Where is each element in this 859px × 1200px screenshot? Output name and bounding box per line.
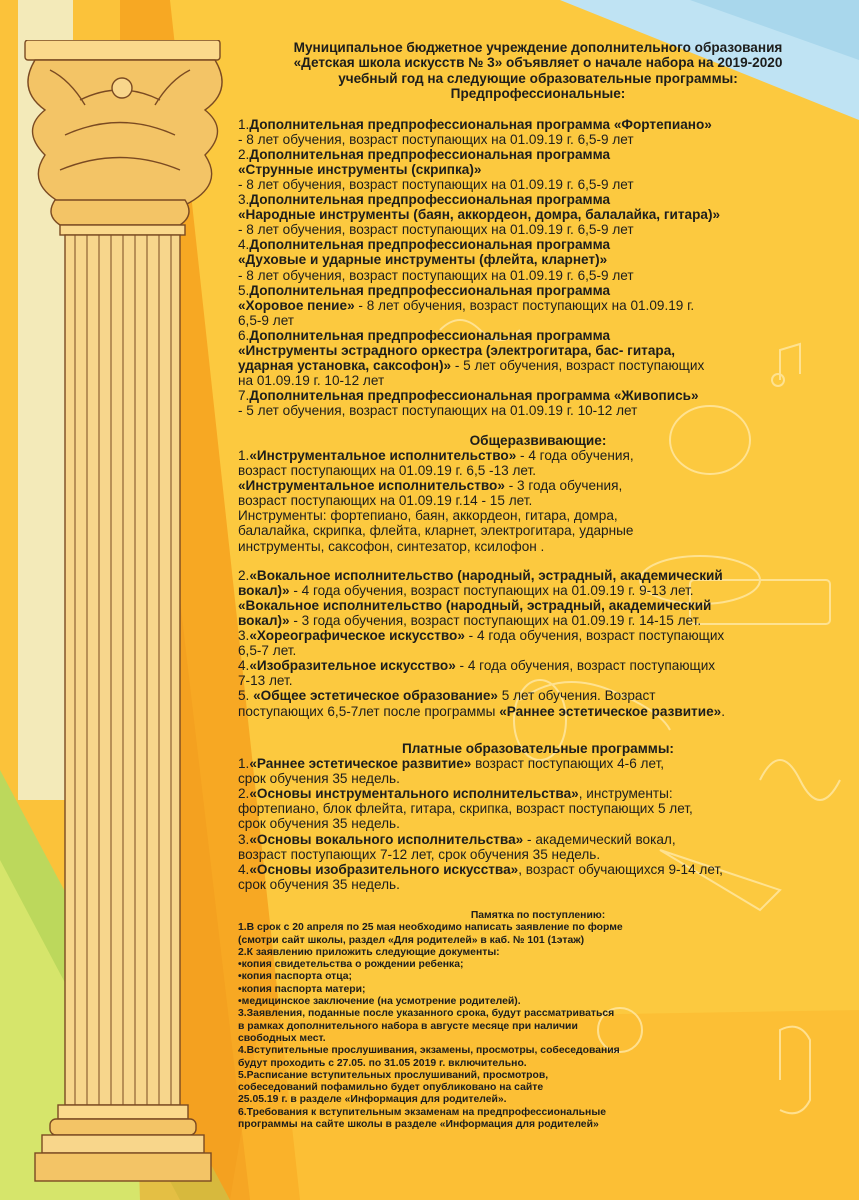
memo-line: •копия свидетельства о рождении ребенка; [238, 959, 464, 971]
bold-text: «Хоровое пение» [238, 297, 355, 313]
bold-text: вокал)» [238, 582, 290, 598]
announcement-heading [238, 40, 838, 102]
bold-text: «Изобразительное искусство» [249, 658, 456, 674]
text-run: 4. [238, 237, 250, 253]
text-run: 2. [238, 786, 250, 802]
bold-text: «Хореографическое искусство» [249, 628, 465, 644]
list-item-detail: срок обучения 35 недель. [238, 816, 400, 832]
text-run: 3. [238, 831, 250, 847]
list-item [238, 756, 838, 771]
memo-line: свободных мест. [238, 1032, 326, 1044]
bold-text: «Вокальное исполнительство (народный, эстрадный, академический [249, 567, 723, 583]
list-item-detail: фортепиано, блок флейта, гитара, скрипка, возраст поступающих 5 лет, [238, 801, 693, 817]
bold-text: Дополнительная предпрофессиональная программа [249, 282, 611, 298]
list-item [238, 568, 838, 583]
text-run: 5. [238, 282, 250, 298]
memo-line: •копия паспорта отца; [238, 971, 353, 983]
bold-text: «Раннее эстетическое развитие» [249, 756, 472, 772]
text-run: 5. [238, 688, 254, 704]
text-run: 3. [238, 628, 250, 644]
bold-text: «Инструментальное исполнительство» [238, 478, 505, 494]
bold-text: вокал)» [238, 612, 290, 628]
heading-line: учебный год на следующие образовательные программы: [338, 70, 738, 86]
text-run: 6. [238, 327, 250, 343]
section-title-paid: Платные образовательные программы: [402, 740, 674, 756]
list-item [238, 192, 838, 207]
text-run: возраст поступающих 4-6 лет, [471, 756, 665, 772]
text-run: 1. [238, 448, 250, 463]
memo-line: 25.05.19 г. в разделе «Информация для родителей». [238, 1094, 507, 1106]
instruments-line: балалайка, скрипка, флейта, кларнет, электрогитара, ударные [238, 523, 634, 539]
bold-text: Дополнительная предпрофессиональная программа [249, 192, 611, 208]
text-run: - 4 года обучения, возраст поступающих [464, 628, 725, 644]
list-item-detail: на 01.09.19 г. 10-12 лет [238, 373, 385, 389]
list-item-title [238, 252, 838, 267]
admission-memo [238, 910, 838, 1131]
section-title-preprofessional: Предпрофессиональные: [450, 86, 626, 102]
text-run: 2. [238, 146, 250, 162]
bold-text: «Инструменты эстрадного оркестра (электрогитара, бас- гитара, [238, 343, 676, 359]
memo-line: в рамках дополнительного набора в августе месяце при наличии [238, 1020, 578, 1032]
list-item-title [238, 343, 838, 358]
bold-text: «Народные инструменты (баян, аккордеон, домра, балалайка, гитара)» [238, 207, 721, 223]
list-item-detail: 6,5-9 лет [238, 312, 295, 328]
bold-text: Дополнительная предпрофессиональная программа [249, 146, 611, 162]
memo-line: программы на сайте школы в разделе «Информация для родителей» [238, 1118, 599, 1130]
text-run: 1. [238, 116, 250, 132]
bold-text: «Инструментальное исполнительство» [249, 448, 517, 463]
text-run: - 4 года обучения, [516, 448, 634, 463]
text-run: 4. [238, 861, 250, 877]
list-item [238, 628, 838, 643]
text-run: 3. [238, 192, 250, 208]
memo-line: собеседований пофамильно будет опубликовано на сайте [238, 1082, 544, 1094]
memo-title: Памятка по поступлению: [470, 909, 606, 921]
bold-text: «Основы вокального исполнительства» [249, 831, 524, 847]
corinthian-column-illustration [20, 40, 225, 1190]
list-item-detail: - 8 лет обучения, возраст поступающих на 01.09.19 г. 6,5-9 лет [238, 131, 634, 147]
bold-text: Дополнительная предпрофессиональная программа «Фортепиано» [249, 116, 712, 132]
bold-text: Дополнительная предпрофессиональная программа [249, 237, 611, 253]
list-item [238, 786, 838, 801]
text-run: - 5 лет обучения, возраст поступающих [451, 358, 705, 374]
text-run: - 8 лет обучения, возраст поступающих на 01.09.19 г. [354, 297, 695, 313]
list-item [238, 117, 838, 132]
text-run: 1. [238, 756, 250, 772]
memo-line: 2.К заявлению приложить следующие документы: [238, 946, 500, 958]
list-item-detail: возраст поступающих на 01.09.19 г. 6,5 -13 лет. [238, 463, 537, 479]
memo-line: будут проходить с 27.05. по 31.05 2019 г. включительно. [238, 1057, 527, 1069]
bold-text: «Общее эстетическое образование» [253, 688, 498, 704]
instruments-line: инструменты, саксофон, синтезатор, ксилофон . [238, 538, 545, 554]
list-item-title [238, 298, 838, 313]
text-run: 4. [238, 658, 250, 674]
list-item-title [238, 207, 838, 222]
memo-line: 4.Вступительные прослушивания, экзамены, просмотры, собеседования [238, 1045, 620, 1057]
list-item-detail: 6,5-7 лет. [238, 643, 297, 659]
text-run: - академический вокал, [523, 831, 676, 847]
list-item-detail [238, 613, 838, 628]
list-item [238, 388, 838, 403]
memo-line: •медицинское заключение (на усмотрение родителей). [238, 996, 521, 1008]
bold-text: «Струнные инструменты (скрипка)» [238, 161, 482, 177]
text-run: , возраст обучающихся 9-14 лет, [518, 861, 723, 877]
list-item [238, 688, 838, 703]
list-item-detail: срок обучения 35 недель. [238, 771, 400, 787]
bold-text: Дополнительная предпрофессиональная программа [249, 327, 611, 343]
text-run: - 3 года обучения, возраст поступающих на 01.09.19 г. 14-15 лет. [289, 612, 702, 628]
text-run: 7. [238, 388, 250, 404]
text-run: . [721, 703, 725, 719]
bold-text: ударная установка, саксофон)» [238, 358, 452, 374]
list-item-detail [238, 583, 838, 598]
text-run: 2. [238, 567, 250, 583]
memo-line: (смотри сайт школы, раздел «Для родителей» в каб. № 101 (1этаж) [238, 934, 585, 946]
list-item-detail: срок обучения 35 недель. [238, 876, 400, 892]
list-item-detail [238, 704, 838, 719]
list-item [238, 448, 838, 463]
bold-text: «Вокальное исполнительство (народный, эстрадный, академический [238, 597, 712, 613]
bold-text: «Раннее эстетическое развитие» [499, 703, 722, 719]
list-item [238, 862, 838, 877]
bold-text: Дополнительная предпрофессиональная программа «Живопись» [249, 388, 699, 404]
list-item [238, 658, 838, 673]
text-run: - 3 года обучения, [504, 478, 623, 494]
text-run: , инструменты: [578, 786, 673, 802]
heading-line: «Детская школа искусств № 3» объявляет о начале набора на 2019-2020 [293, 55, 783, 71]
list-item [238, 598, 838, 613]
memo-line: 6.Требования к вступительным экзаменам на предпрофессиональные [238, 1106, 606, 1118]
memo-line: 5.Расписание вступительных прослушиваний, просмотров, [238, 1069, 549, 1081]
text-run: - 4 года обучения, возраст поступающих на 01.09.19 г. 9-13 лет. [289, 582, 694, 598]
bold-text: «Духовые и ударные инструменты (флейта, кларнет)» [238, 252, 608, 268]
announcement [238, 40, 838, 1131]
memo-line: 3.Заявления, поданные после указанного срока, будут рассматриваться [238, 1008, 615, 1020]
list-item [238, 328, 838, 343]
list-item-detail: - 5 лет обучения, возраст поступающих на 01.09.19 г. 10-12 лет [238, 403, 638, 419]
list-item-detail: - 8 лет обучения, возраст поступающих на 01.09.19 г. 6,5-9 лет [238, 177, 634, 192]
list-item [238, 832, 838, 847]
paid-list [238, 756, 838, 892]
bold-text: «Основы изобразительного искусства» [249, 861, 519, 877]
list-item-detail: возраст поступающих на 01.09.19 г.14 - 15 лет. [238, 493, 533, 509]
list-item-detail: - 8 лет обучения, возраст поступающих на 01.09.19 г. 6,5-9 лет [238, 267, 634, 283]
memo-line: •копия паспорта матери; [238, 983, 366, 995]
bold-text: «Основы инструментального исполнительства» [249, 786, 579, 802]
instruments-line: Инструменты: фортепиано, баян, аккордеон, гитара, домра, [238, 508, 618, 524]
list-item-detail: возраст поступающих 7-12 лет, срок обучения 35 недель. [238, 846, 601, 862]
list-item [238, 237, 838, 252]
list-item [238, 478, 838, 493]
general-list [238, 448, 838, 719]
section-title-general: Общеразвивающие: [469, 432, 607, 448]
preprofessional-list [238, 117, 838, 419]
list-item [238, 147, 838, 162]
list-item-detail: - 8 лет обучения, возраст поступающих на 01.09.19 г. 6,5-9 лет [238, 222, 634, 238]
list-item-title [238, 162, 838, 177]
text-run: поступающих 6,5-7лет после программы [238, 703, 500, 719]
text-run: - 4 года обучения, возраст поступающих [455, 658, 716, 674]
text-run: 5 лет обучения. Возраст [497, 688, 656, 704]
memo-line: 1.В срок с 20 апреля по 25 мая необходимо написать заявление по форме [238, 922, 623, 934]
list-item-title [238, 358, 838, 373]
list-item [238, 283, 838, 298]
list-item-detail: 7-13 лет. [238, 673, 293, 689]
heading-line: Муниципальное бюджетное учреждение дополнительного образования [293, 40, 783, 55]
